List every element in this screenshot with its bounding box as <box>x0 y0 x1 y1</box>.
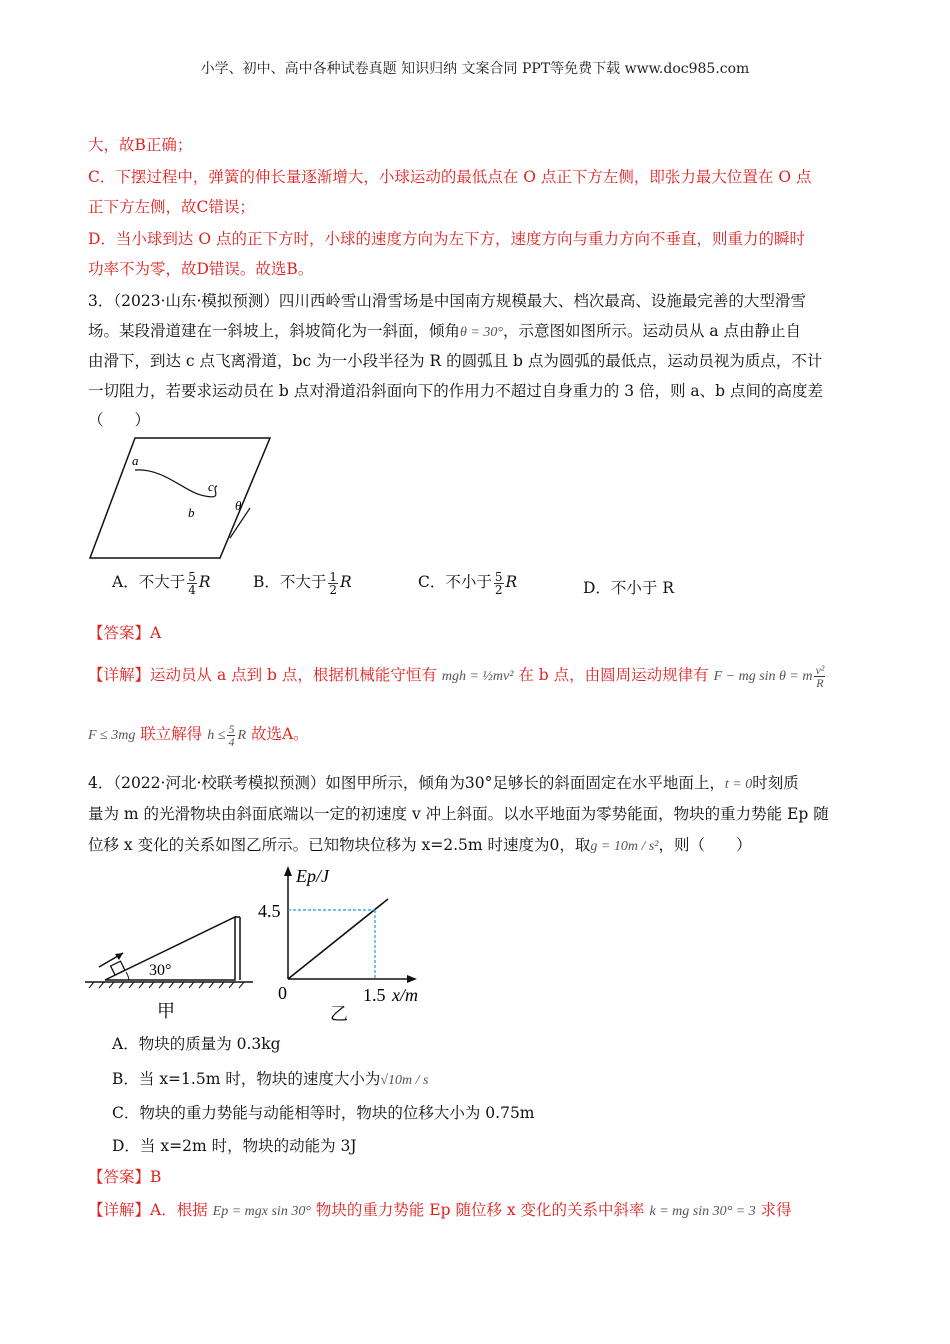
option-b: B．不大于 $\frac{1}{2}$ R <box>253 569 352 597</box>
question-3-line: （ ） <box>88 411 151 429</box>
option-b: B．当 x=1.5m 时，物块的速度大小为√10m / s <box>112 1070 429 1088</box>
figure-jia-label: 甲 <box>157 1001 175 1021</box>
ski-track <box>135 470 217 497</box>
label-a: a <box>132 453 139 468</box>
option-a: A．不大于 $\frac{5}{4}$ R <box>112 569 211 597</box>
label-c: c <box>208 479 214 494</box>
math-force: F − mg sin θ = m $\frac{\text{v²}}{R}$ <box>713 663 825 691</box>
option-c: C．不小于 $\frac{5}{2}$ R <box>418 569 518 597</box>
text-line: 大，故B正确； <box>88 136 193 154</box>
math-slope: k = mg sin 30° = 3 <box>649 1204 756 1219</box>
question-4-line: 4．（2022·河北·校联考模拟预测）如图甲所示，倾角为30°足够长的斜面固定在水平地面上，t = 0时刻质 <box>88 774 799 792</box>
option-d: D．不小于 R <box>583 579 675 597</box>
y-tick-label: 4.5 <box>258 901 281 921</box>
math-ep: Ep = mgx sin 30° <box>212 1204 311 1219</box>
text-line: 正下方左侧，故C错误； <box>88 198 255 216</box>
question-3-line: 场。某段滑道建在一斜坡上，斜坡简化为一斜面，倾角θ = 30°，示意图如图所示。运动员从 a 点由静止自 <box>88 322 802 340</box>
answer-3: 【答案】A <box>88 624 162 642</box>
math-result: h ≤ $\frac{5}{4}$ R <box>207 722 246 750</box>
incline-figure <box>85 905 255 1025</box>
detail-4-line: 【详解】A．根据 Ep = mgx sin 30° 物块的重力势能 Ep 随位移 x 变化的关系中斜率 k = mg sin 30° = 3 求得 <box>88 1201 792 1219</box>
label-b: b <box>188 505 195 520</box>
option-c: C．物块的重力势能与动能相等时，物块的位移大小为 0.75m <box>112 1104 535 1122</box>
question-3-line: 由滑下，到达 c 点飞离滑道，bc 为一小段半径为 R 的圆弧且 b 点为圆弧的最低点，运动员视为质点，不计 <box>88 352 823 370</box>
energy-line <box>288 899 388 979</box>
question-3-line: 3．（2023·山东·模拟预测）四川西岭雪山滑雪场是中国南方规模最大、档次最高、设施最完善的大型滑雪 <box>88 292 806 310</box>
label-theta: θ <box>235 498 242 513</box>
x-axis-label: x/m <box>392 985 418 1005</box>
detail-3-line: F ≤ 3mg 联立解得 h ≤ $\frac{5}{4}$ R 故选A。 <box>88 722 309 750</box>
slope-plane <box>90 438 270 558</box>
figure-yi-label: 乙 <box>330 1004 348 1024</box>
question-3-line: 一切阻力，若要求运动员在 b 点对滑道沿斜面向下的作用力不超过自身重力的 3 倍，则 a、b 点间的高度差 <box>88 382 824 400</box>
detail-3-line: 【详解】运动员从 a 点到 b 点，根据机械能守恒有 mgh = ½mv² 在 b 点，由圆周运动规律有 F − mg sin θ = m $\frac{\text{v²}}{R}$ <box>88 663 827 689</box>
block <box>111 961 125 975</box>
option-a: A．物块的质量为 0.3kg <box>112 1035 281 1053</box>
question-4-line: 位移 x 变化的关系如图乙所示。已知物块位移为 x=2.5m 时速度为0，取g = 10m / s²，则（ ） <box>88 836 752 854</box>
text-line: D．当小球到达 O 点的正下方时，小球的速度方向为左下方，速度方向与重力方向不垂直，则重力的瞬时 <box>88 230 805 248</box>
energy-graph <box>250 862 440 1027</box>
math-inequality: F ≤ 3mg <box>88 728 136 743</box>
text-line: C．下摆过程中，弹簧的伸长量逐渐增大，小球运动的最低点在 O 点正下方左侧，即张力最大位置在 O 点 <box>88 168 812 186</box>
question-4-line: 量为 m 的光滑物块由斜面底端以一定的初速度 v 冲上斜面。以水平地面为零势能面，物块的重力势能 Ep 随 <box>88 805 829 823</box>
option-d: D．当 x=2m 时，物块的动能为 3J <box>112 1137 357 1155</box>
math-theta: θ = 30° <box>460 325 503 340</box>
origin-label: 0 <box>278 983 287 1003</box>
math-energy: mgh = ½mv² <box>441 669 514 684</box>
slope-diagram <box>85 433 275 563</box>
answer-4: 【答案】B <box>88 1168 162 1186</box>
y-axis-label: Ep/J <box>296 866 329 886</box>
math-g: g = 10m / s² <box>590 839 659 854</box>
x-tick-label: 1.5 <box>363 985 386 1005</box>
text-line: 功率不为零，故D错误。故选B。 <box>88 260 314 278</box>
angle-label: 30° <box>149 962 172 979</box>
page-header: 小学、初中、高中各种试卷真题 知识归纳 文案合同 PPT等免费下载 www.doc985.com <box>200 61 750 77</box>
math-t0: t = 0 <box>724 777 753 792</box>
math-speed: √10m / s <box>380 1073 429 1088</box>
